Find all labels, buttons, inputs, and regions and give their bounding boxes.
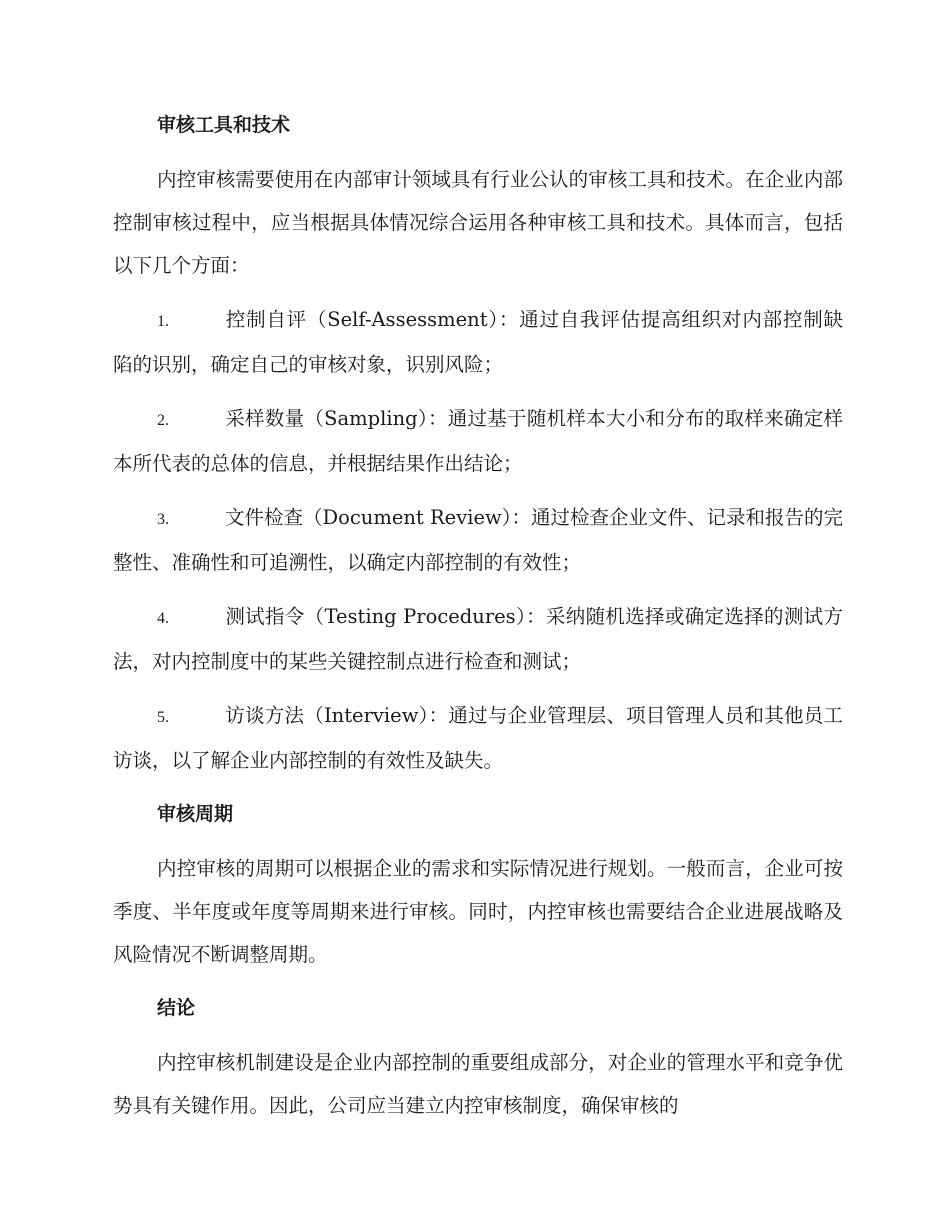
list-item: [113, 694, 843, 782]
list-item: [113, 397, 843, 485]
list-item-text: 文件检查（Document Review）：通过检查企业文件、记录和报告的完整性、准确性和可追溯性，以确定内部控制的有效性；: [113, 506, 843, 574]
list-item-text: 访谈方法（Interview）：通过与企业管理层、项目管理人员和其他员工访谈，以了解企业内部控制的有效性及缺失。: [113, 704, 843, 772]
list-item-number: 4.: [157, 610, 169, 627]
section-heading-tools: 审核工具和技术: [157, 114, 291, 136]
section-intro-conclusion: 内控审核机制建设是企业内部控制的重要组成部分，对企业的管理水平和竞争优势具有关键作用。因此，公司应当建立内控审核制度，确保审核的: [113, 1051, 843, 1117]
list-item-number: 3.: [157, 511, 169, 528]
list-item-number: 5.: [157, 709, 169, 726]
section-intro-tools: 内控审核需要使用在内部审计领域具有行业公认的审核工具和技术。在企业内部控制审核过程中，应当根据具体情况综合运用各种审核工具和技术。具体而言，包括以下几个方面：: [113, 168, 843, 277]
list-item-number: 1.: [157, 313, 169, 330]
list-item: [113, 595, 843, 683]
list-item: [113, 298, 843, 386]
section-heading-cycle: 审核周期: [157, 803, 234, 825]
list-item-text: 采样数量（Sampling）：通过基于随机样本大小和分布的取样来确定样本所代表的总体的信息，并根据结果作出结论；: [113, 407, 843, 475]
list-item-text: 控制自评（Self-Assessment）：通过自我评估提高组织对内部控制缺陷的识别，确定自己的审核对象，识别风险；: [113, 308, 843, 376]
section-intro-cycle: 内控审核的周期可以根据企业的需求和实际情况进行规划。一般而言，企业可按季度、半年度或年度等周期来进行审核。同时，内控审核也需要结合企业进展战略及风险情况不断调整周期。: [113, 857, 843, 966]
list-item-text: 测试指令（Testing Procedures）：采纳随机选择或确定选择的测试方法，对内控制度中的某些关键控制点进行检查和测试；: [113, 605, 843, 673]
list-item-number: 2.: [157, 412, 169, 429]
section-heading-conclusion: 结论: [157, 997, 196, 1019]
document-body: [113, 104, 843, 1138]
list-item: [113, 496, 843, 584]
